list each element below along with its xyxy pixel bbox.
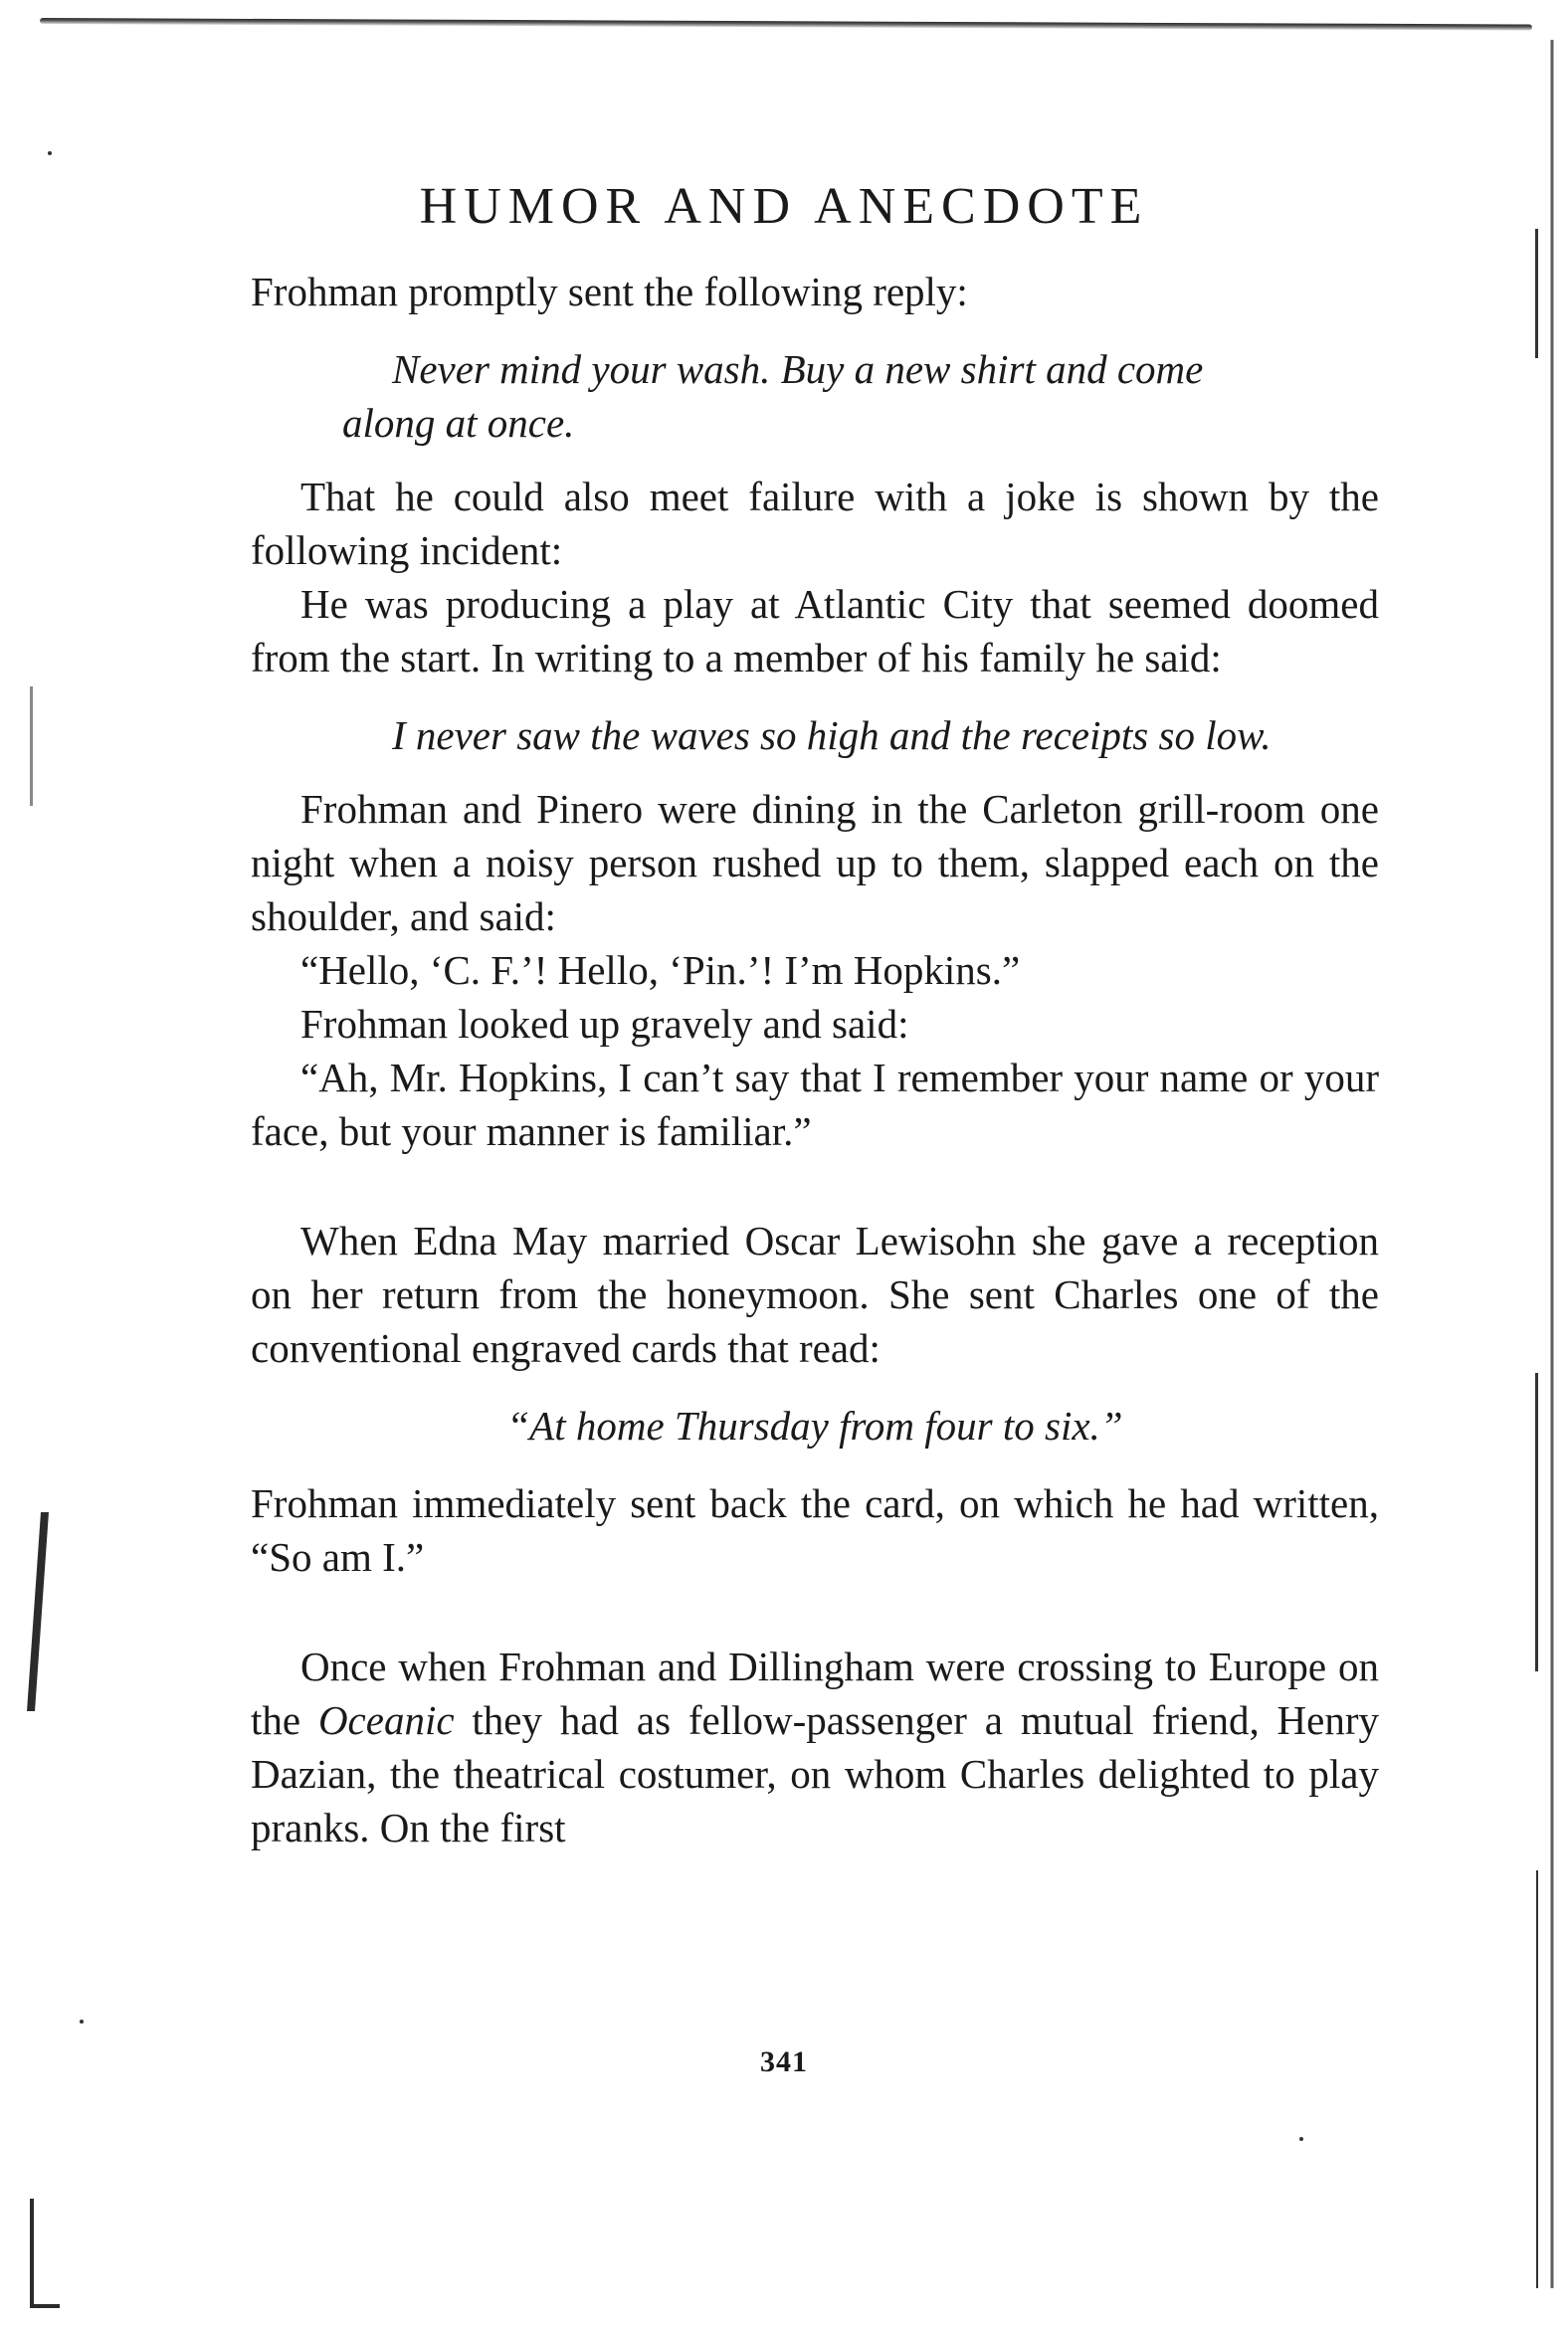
paragraph-text: they had as fellow-passenger a mutual friend, Henry Dazian, the theatrical costumer, on whom Charles delighted to play pranks. On the first: [251, 1697, 1380, 1850]
paragraph: He was producing a play at Atlantic City that seemed doomed from the start. In writing to a member of his family he said:: [251, 581, 1379, 680]
block-quote: I never saw the waves so high and the receipts so low.: [392, 712, 1272, 758]
scan-right-mark: [1535, 229, 1538, 358]
running-head: HUMOR AND ANECDOTE: [419, 178, 1149, 235]
scan-right-mark: [1536, 1870, 1538, 2288]
scan-left-mark: [27, 1512, 49, 1711]
paragraph: [251, 1640, 1379, 1854]
scan-right-edge: [1550, 40, 1554, 2288]
paragraph: “Hello, ‘C. F.’! Hello, ‘Pin.’! I’m Hopkins.”: [300, 947, 1021, 993]
scan-top-edge: [40, 18, 1532, 31]
scan-right-mark: [1535, 1373, 1538, 1671]
scan-left-mark: [30, 2304, 60, 2308]
scan-speck: [1299, 2137, 1303, 2141]
ship-name: Oceanic: [317, 1697, 455, 1743]
block-quote: Never mind your wash. Buy a new shirt and come along at once.: [342, 346, 1204, 446]
scan-speck: [80, 2020, 84, 2024]
paragraph: Frohman immediately sent back the card, on which he had written, “So am I.”: [251, 1480, 1379, 1580]
text-block: [251, 265, 1379, 1854]
scan-left-mark: [30, 686, 33, 806]
paragraph: When Edna May married Oscar Lewisohn she gave a reception on her return from the honeymoon. She sent Charles one of the conventional engraved cards that read:: [251, 1218, 1379, 1371]
scan-left-mark: [30, 2199, 34, 2308]
paragraph-text: Once when Frohman and Dillingham were crossing to Europe on the: [251, 1644, 1379, 1743]
paragraph: That he could also meet failure with a joke is shown by the following incident:: [251, 474, 1379, 573]
page-number: 341: [760, 2045, 808, 2078]
paragraph: Frohman and Pinero were dining in the Carleton grill-room one night when a noisy person rushed up to them, slapped each on the shoulder, and said:: [251, 786, 1379, 939]
paragraph: “Ah, Mr. Hopkins, I can’t say that I remember your name or your face, but your manner is familiar.”: [251, 1055, 1379, 1154]
paragraph: Frohman promptly sent the following reply:: [251, 269, 968, 314]
scan-speck: [48, 151, 52, 155]
card-quote: “At home Thursday from four to six.”: [506, 1403, 1123, 1449]
paragraph: Frohman looked up gravely and said:: [300, 1001, 909, 1047]
